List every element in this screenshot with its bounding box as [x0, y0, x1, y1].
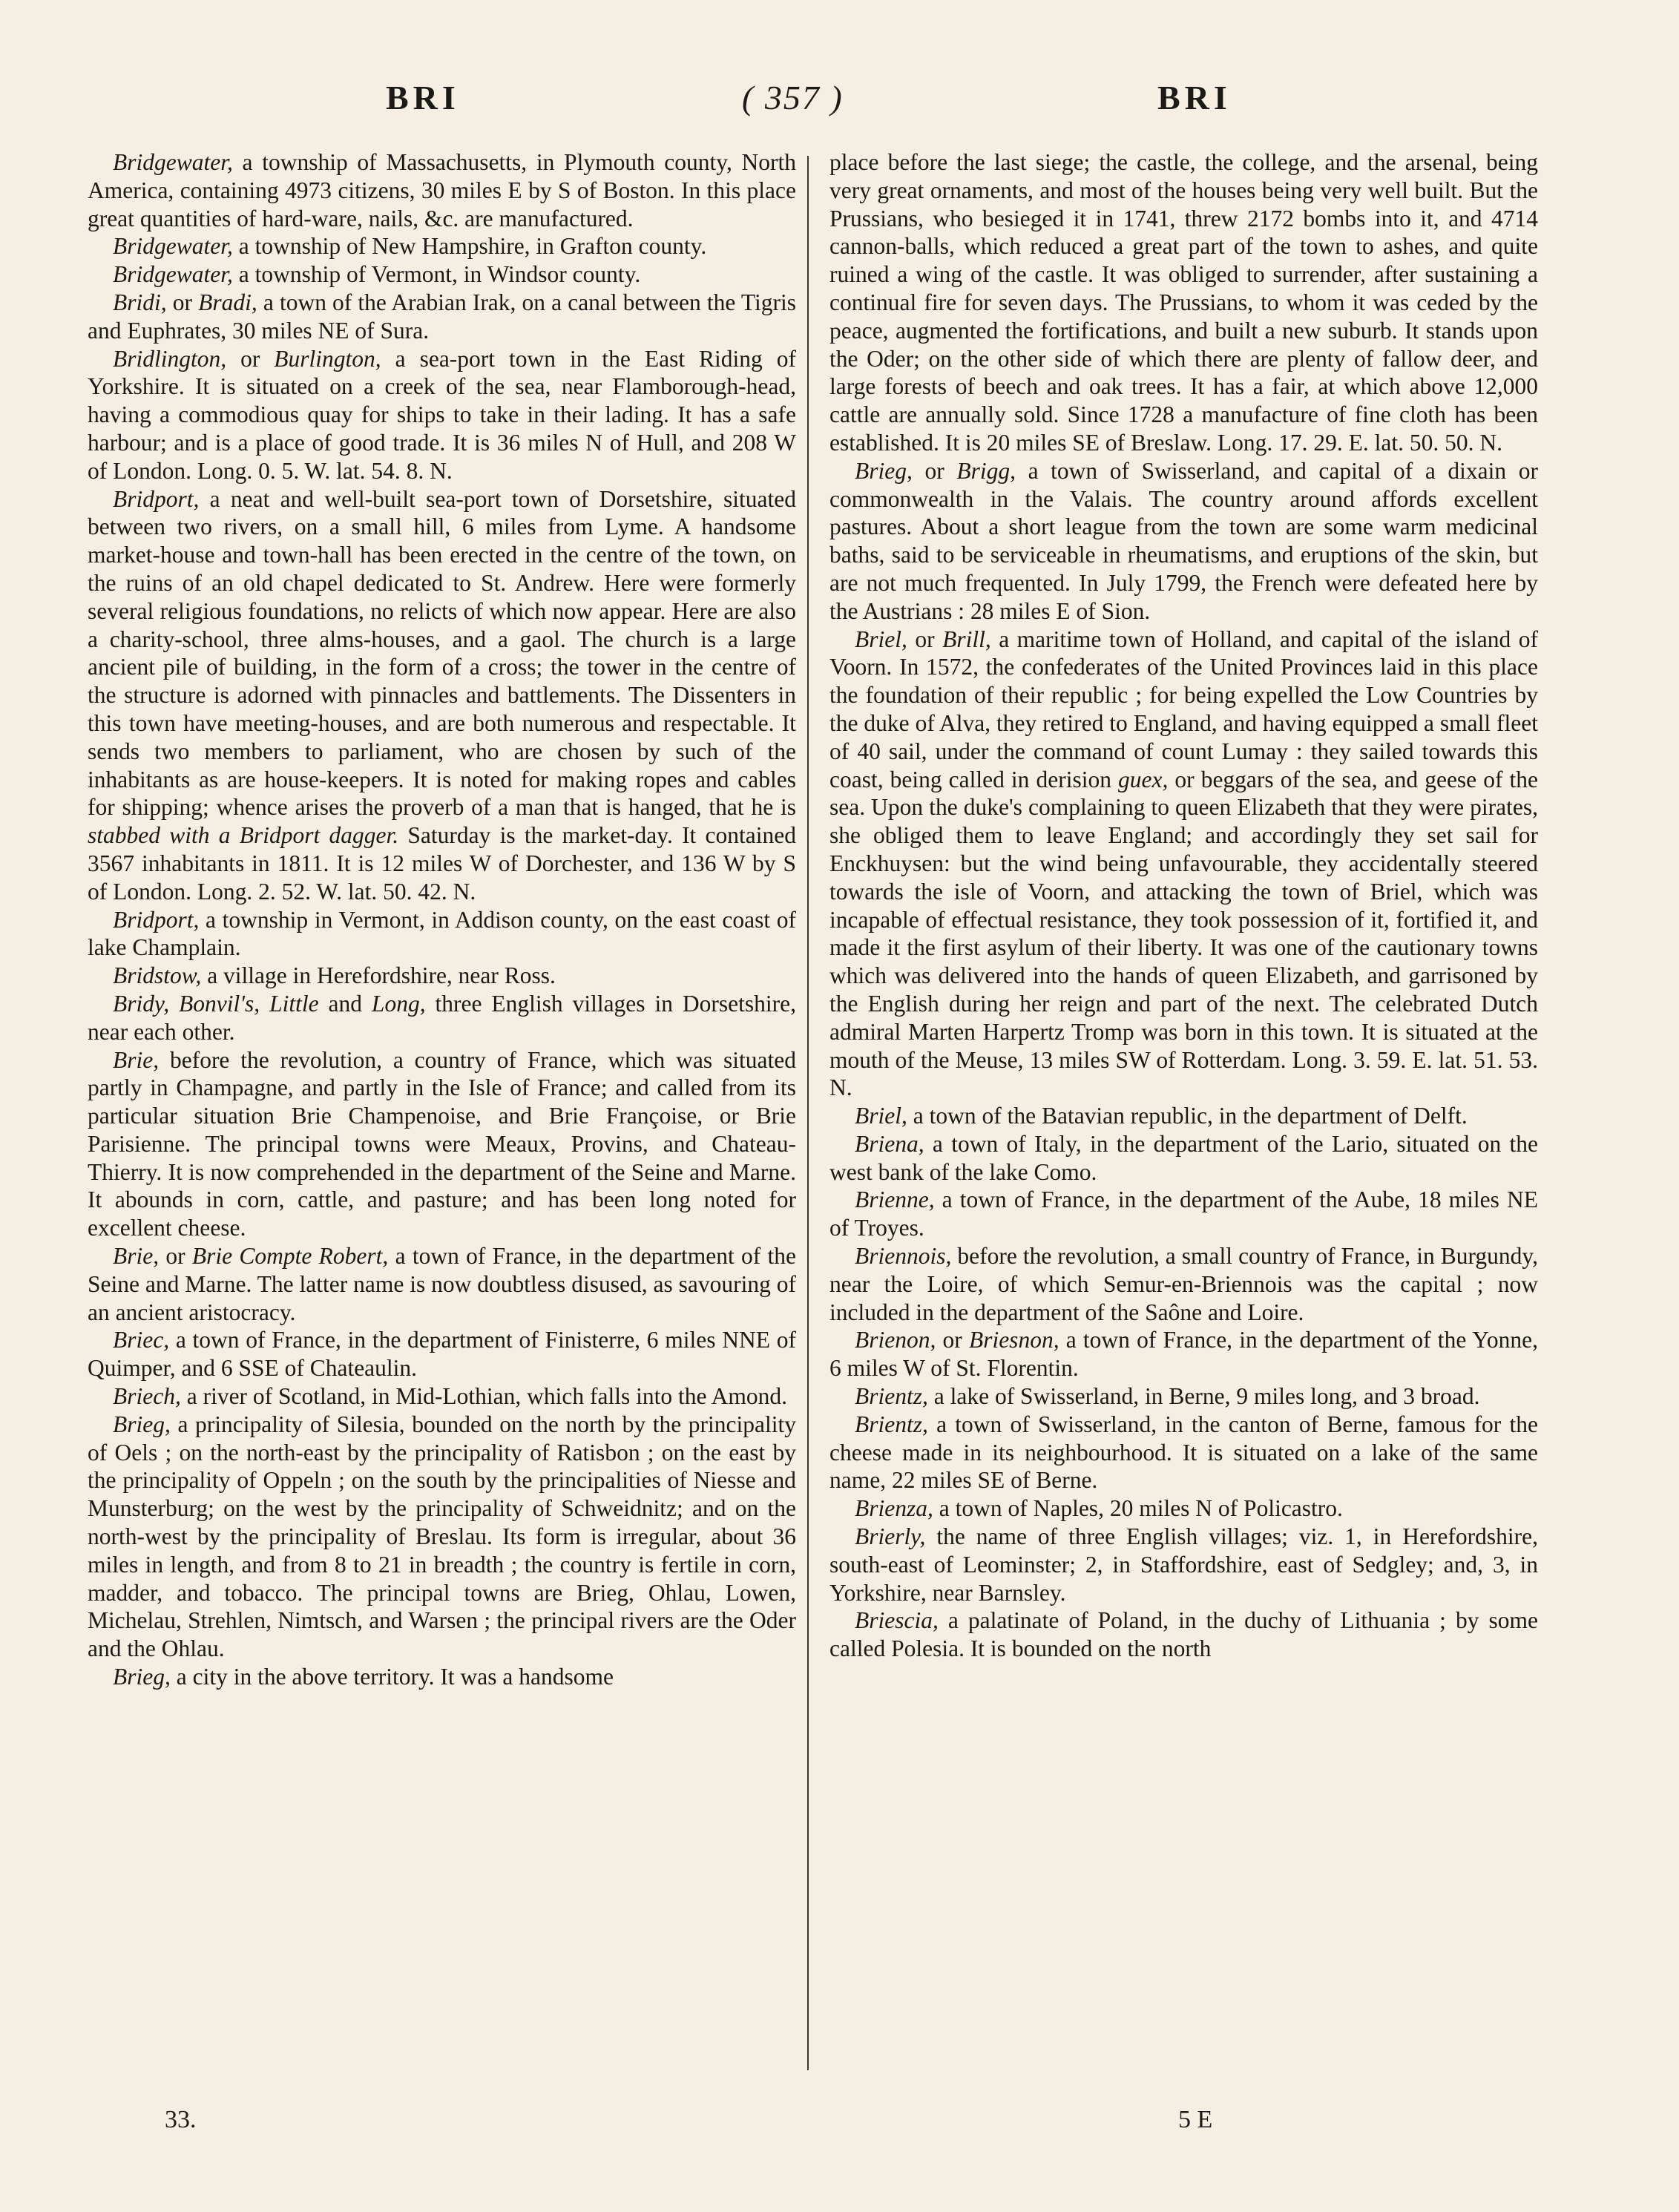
entry-text: a village in Herefordshire, near Ross.: [201, 962, 556, 989]
headword-alt: Briesnon,: [968, 1327, 1059, 1353]
entry: [829, 1382, 1538, 1411]
header-left: BRI: [386, 79, 460, 116]
connector: or: [936, 1327, 969, 1353]
entry-text: a town of France, in the department of the Yonne, 6 miles W of St. Florentin.: [829, 1327, 1538, 1382]
headword: Briec,: [113, 1327, 170, 1353]
entry: [829, 457, 1538, 626]
entry: [829, 1494, 1538, 1523]
entry: [88, 1046, 796, 1243]
entry-text: a township of New Hampshire, in Grafton county.: [232, 233, 707, 260]
entry: [829, 1411, 1538, 1494]
entry-text: before the revolution, a country of France, which was situated partly in Champagne, and partly in the Isle of France; and called from its particular situation Brie Champenoise, and Brie Françoise, or Brie Parisienne. The principal towns were Meaux, Provins, and Chateau-Thierry. It is now comprehended in the department of the Seine and Marne. It abounds in corn, cattle, and pasture; and has been long noted for excellent cheese.: [88, 1046, 796, 1241]
running-header: [0, 78, 1679, 137]
headword: Brienon,: [855, 1327, 936, 1353]
entry: [829, 1102, 1538, 1130]
entry-text: a town of France, in the department of the Aube, 18 miles NE of Troyes.: [829, 1187, 1538, 1241]
connector: or: [166, 289, 199, 315]
entry-text: a township in Vermont, in Addison county, on the east coast of lake Champlain.: [88, 906, 796, 961]
connector: and: [318, 990, 372, 1017]
entry-text: a town of Swisserland, and capital of a dixain or commonwealth in the Valais. The country around affords excellent pastures. About a short league from the town are some warm medicinal baths, said to be serviceable in rheumatisms, and eruptions of the skin, but are not much frequented. In July 1799, the French were defeated here by the Austrians : 28 miles E of Sion.: [829, 457, 1538, 624]
entry: [88, 485, 796, 906]
entry: [829, 1326, 1538, 1382]
entry-text: before the revolution, a small country of France, in Burgundy, near the Loire, of which Semur-en-Briennois was the capital ; now included in the department of the Saône and Loire.: [829, 1243, 1538, 1325]
entry-text: a town of France, in the department of the Seine and Marne. The latter name is now doubtless disused, as savouring of an ancient aristocracy.: [88, 1243, 796, 1325]
headword: Briel,: [855, 626, 907, 652]
page-footer: [0, 2106, 1679, 2150]
entry-text: three English villages in Dorsetshire, near each other.: [88, 990, 796, 1045]
headword: Bridlington,: [113, 345, 227, 372]
headword: Brientz,: [855, 1411, 928, 1437]
entry: [88, 260, 796, 289]
signature-mark-left: 33.: [165, 2106, 197, 2133]
headword: Brieg,: [113, 1664, 171, 1690]
entry: [829, 1607, 1538, 1663]
entry-text: a town of Naples, 20 miles N of Policastro.: [933, 1495, 1343, 1522]
headword: Brienza,: [855, 1495, 933, 1522]
entry-text: a sea-port town in the East Riding of Yorkshire. It is situated on a creek of the sea, near Flamborough-head, having a commodious quay for ships to take in their lading. It has a safe harbour; and is a place of good trade. It is 36 miles N of Hull, and 208 W of London. Long. 0. 5. W. lat. 54. 8. N.: [88, 345, 796, 484]
signature-mark-right: 5 E: [1178, 2106, 1213, 2133]
entry: [88, 345, 796, 485]
headword: Bridgewater,: [113, 233, 233, 260]
entry: [88, 1382, 796, 1411]
entry: [829, 1242, 1538, 1326]
headword-alt: Brie Compte Robert,: [191, 1243, 389, 1270]
entry: [88, 1326, 796, 1382]
headword: Brieg,: [113, 1411, 171, 1437]
entry: [88, 289, 796, 345]
headword-alt: Burlington,: [274, 345, 381, 372]
headword: Briena,: [855, 1130, 924, 1157]
headword: Brie,: [113, 1046, 160, 1073]
headword-alt: Bradi,: [198, 289, 257, 315]
header-right: BRI: [1157, 79, 1232, 116]
entry-text: a river of Scotland, in Mid-Lothian, which falls into the Amond.: [180, 1383, 787, 1410]
headword: Briel,: [855, 1103, 907, 1129]
entry-text: a city in the above territory. It was a handsome: [170, 1664, 614, 1690]
headword: Bridgewater,: [113, 261, 233, 288]
entry: [829, 626, 1538, 1103]
headword: Bridy, Bonvil's, Little: [113, 990, 319, 1017]
entry-text: a maritime town of Holland, and capital of the island of Voorn. In 1572, the confederates of the United Provinces laid in this place the foundation of their republic ; for being expelled the Low Countries by the duke of Alva, they retired to England, and having equipped a small fleet of 40 sail, under the command of count Lumay : they sailed towards this coast, being called in derision: [829, 626, 1538, 792]
connector: or: [226, 345, 275, 372]
entry: [88, 962, 796, 990]
headword: Bridport,: [113, 485, 200, 512]
entry: [88, 148, 796, 232]
entry-text: a town of Swisserland, in the canton of Berne, famous for the cheese made in its neighbourhood. It is situated on a lake of the same name, 22 miles SE of Berne.: [829, 1411, 1538, 1494]
entry-text: a township of Vermont, in Windsor county.: [232, 261, 641, 288]
entry: [829, 1523, 1538, 1607]
connector: or: [912, 457, 957, 484]
headword: Briennois,: [855, 1243, 952, 1270]
headword: Brierly,: [855, 1523, 926, 1550]
entry-text: or beggars of the sea, and geese of the sea. Upon the duke's complaining to queen Elizabeth that they were pirates, she obliged them to leave England; and accordingly they set sail for Enckhuysen: but the wind being unfavourable, they accidentally steered towards the isle of Voorn, and attacking the town of Briel, which was incapable of effectual resistance, they took possession of it, fortified it, and made it the first asylum of their liberty. It was one of the cautionary towns which was delivered into the hands of queen Elizabeth, and garrisoned by the English during her reign and part of the next. The celebrated Dutch admiral Marten Harpertz Tromp was born in this town. It is situated at the mouth of the Meuse, 13 miles SW of Rotterdam. Long. 3. 59. E. lat. 51. 53. N.: [829, 766, 1538, 1101]
headword: Brienne,: [855, 1187, 935, 1213]
text-columns: [88, 148, 1601, 2093]
page-number: ( 357 ): [742, 79, 844, 116]
entry-text: a palatinate of Poland, in the duchy of Lithuania ; by some called Polesia. It is bounded on the north: [829, 1607, 1538, 1662]
entry-text: a lake of Swisserland, in Berne, 9 miles long, and 3 broad.: [927, 1383, 1480, 1410]
entry-text: a town of France, in the department of Finisterre, 6 miles NNE of Quimper, and 6 SSE of Chateaulin.: [88, 1327, 796, 1382]
headword: Briech,: [113, 1383, 181, 1410]
entry-text: a town of the Batavian republic, in the department of Delft.: [907, 1103, 1468, 1129]
entry-continuation: place before the last siege; the castle, the college, and the arsenal, being very great ornaments, and most of the houses being very well built. But the Prussians, who besieged it in 1741, threw 2172 bombs into it, and 4714 cannon-balls, which reduced a great part of the town to ashes, and quite ruined a wing of the castle. It was obliged to surrender, after sustaining a continual fire for seven days. The Prussians, to whom it was ceded by the peace, augmented the fortifications, and built a new suburb. It stands upon the Oder; on the other side of which there are plenty of fallow deer, and large forests of beech and oak trees. It has a fair, at which above 12,000 cattle are annually sold. Since 1728 a manufacture of fine cloth has been established. It is 20 miles SE of Breslaw. Long. 17. 29. E. lat. 50. 50. N.: [829, 149, 1538, 456]
headword: Bridstow,: [113, 962, 202, 989]
entry: [88, 1663, 796, 1691]
headword: Briescia,: [855, 1607, 939, 1634]
headword-alt: Long,: [371, 990, 426, 1017]
entry: [88, 906, 796, 962]
headword: Brieg,: [855, 457, 913, 484]
connector: or: [907, 626, 943, 652]
entry: [829, 1130, 1538, 1187]
entry: [88, 990, 796, 1046]
headword: Bridgewater,: [113, 149, 233, 175]
proverb: stabbed with a Bridport dagger.: [88, 822, 399, 849]
left-column: [88, 148, 796, 2093]
headword-alt: Brigg,: [956, 457, 1016, 484]
headword: Brie,: [113, 1243, 160, 1270]
italic-term: guex,: [1118, 766, 1169, 792]
entry: [88, 1411, 796, 1663]
right-column: [829, 148, 1538, 2093]
entry-text: a town of the Arabian Irak, on a canal between the Tigris and Euphrates, 30 miles NE of Sura.: [88, 289, 796, 344]
entry: [88, 1242, 796, 1326]
headword: Brientz,: [855, 1383, 928, 1410]
entry-text: a neat and well-built sea-port town of Dorsetshire, situated between two rivers, on a small hill, 6 miles from Lyme. A handsome market-house and town-hall has been erected in the centre of the town, on the ruins of an old chapel dedicated to St. Andrew. Here were formerly several religious foundations, no relicts of which now appear. Here are also a charity-school, three alms-houses, and a gaol. The church is a large ancient pile of building, in the form of a cross; the tower in the centre of the structure is adorned with pinnacles and battlements. The Dissenters in this town have meeting-houses, and are both numerous and respectable. It sends two members to parliament, who are chosen by such of the inhabitants as are house-keepers. It is noted for making ropes and cables for shipping; whence arises the proverb of a man that is hanged, that he is: [88, 485, 796, 821]
connector: or: [159, 1243, 192, 1270]
entry: [829, 1186, 1538, 1242]
entry: [88, 232, 796, 260]
entry-text: Saturday is the market-day. It contained 3567 inhabitants in 1811. It is 12 miles W of Dorchester, and 136 W by S of London. Long. 2. 52. W. lat. 50. 42. N.: [88, 822, 796, 905]
entry-text: a town of Italy, in the department of the Lario, situated on the west bank of the lake Como.: [829, 1130, 1538, 1185]
entry-text: the name of three English villages; viz. 1, in Herefordshire, south-east of Leominster; 2, in Staffordshire, east of Sedgley; and, 3, in Yorkshire, near Barnsley.: [829, 1523, 1538, 1606]
headword: Bridi,: [113, 289, 167, 315]
entry-text: a principality of Silesia, bounded on the north by the principality of Oels ; on the north-east by the principality of Ratisbon ; on the east by the principality of Oppeln ; on the south by the principalities of Niesse and Munsterburg; on the west by the principality of Schweidnitz; and on the north-west by the principality of Breslau. Its form is irregular, about 36 miles in length, and from 8 to 21 in breadth ; the country is fertile in corn, madder, and tobacco. The principal towns are Brieg, Ohlau, Lowen, Michelau, Strehlen, Nimtsch, and Warsen ; the principal rivers are the Oder and the Ohlau.: [88, 1411, 796, 1662]
headword-alt: Brill,: [942, 626, 991, 652]
headword: Bridport,: [113, 906, 200, 933]
entry-text: a township of Massachusetts, in Plymouth county, North America, containing 4973 citizens, 30 miles E by S of Boston. In this place great quantities of hard-ware, nails, &c. are manufactured.: [88, 149, 796, 232]
